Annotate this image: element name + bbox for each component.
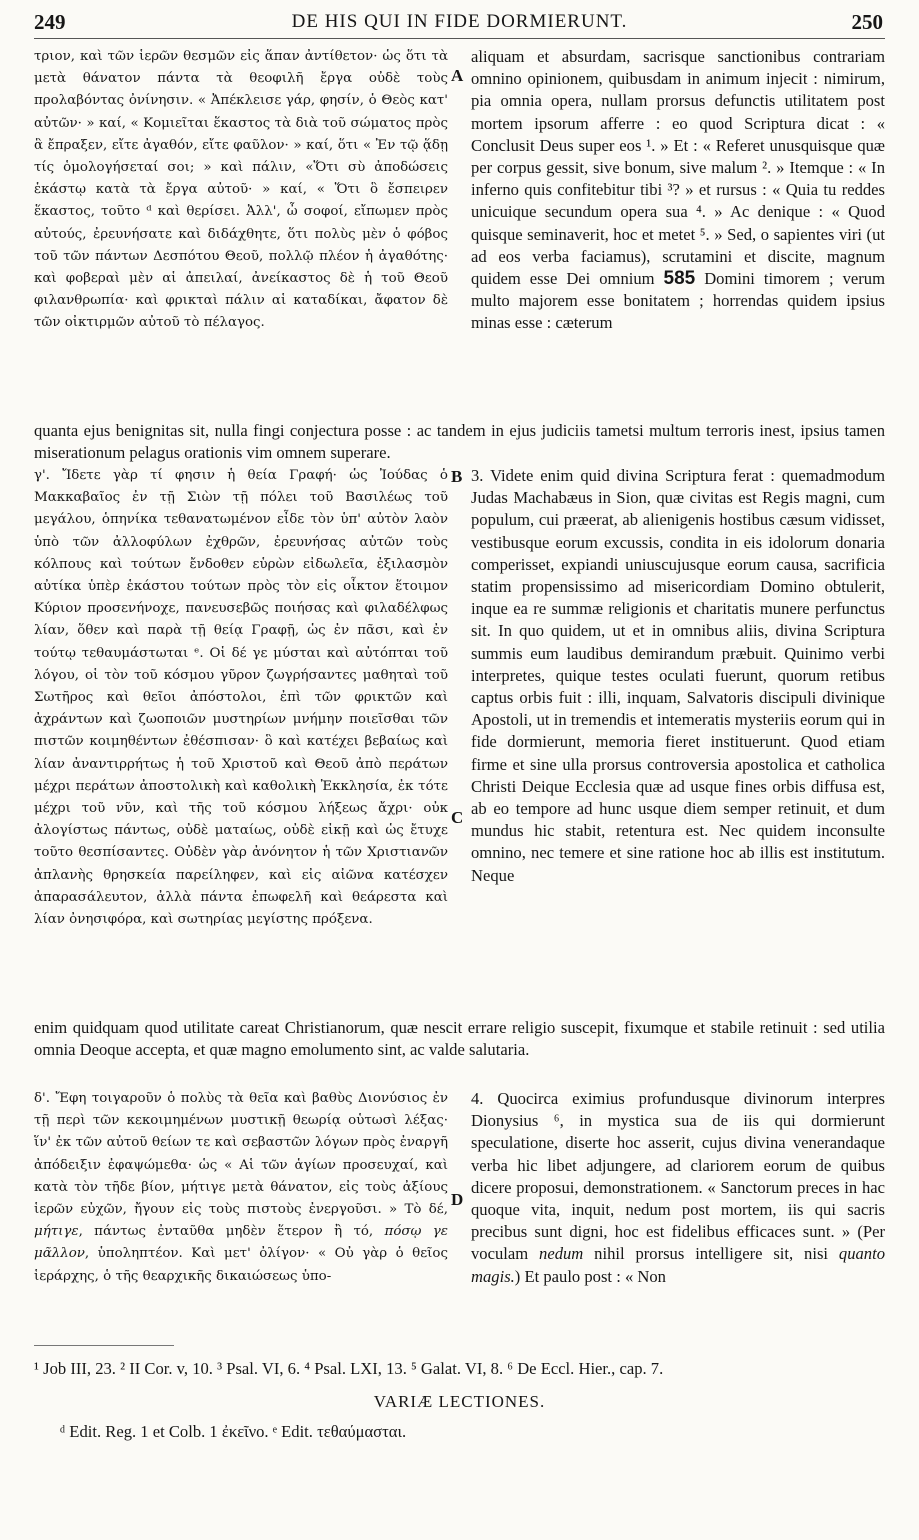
latin-text-3a: 4. Quocirca eximius profundusque divinorum interpres Dionysius ⁶, in mystica sua de iis qui dormierunt speculatione, diserte hoc asserit, cujus divina venerandaque verba hic libet adjungere, ad clariorem eorum de quibus dicere proposui, demonstrationem. « Sanctorum preces in hac quoque vita, inquit, nedum post mortem, iis qui sacris precibus sunt digni, hoc est fidelibus efficaces sunt. » (Per voculam	[471, 1089, 885, 1264]
greek-italic-2: πόσῳ γε μᾶλλον	[34, 1224, 448, 1262]
latin-text-3c: ) Et paulo post : « Non	[514, 1266, 666, 1286]
latin-column-3	[471, 1088, 885, 1332]
latin-column-2: 3. Videte enim quid divina Scriptura ferat : quemadmodum Judas Machabæus in Sion, quæ civitas est Regis magni, cum populum, cui præerat, ab alienigenis hostibus cæsum vidisset, vestibusque eorum excussis, condita in eis idolorum donaria comperisset, expiandi uniuscujusque eorum causa, sacrificia statim propensissimo ad misericordiam Domino obtulerit, inque ea re summæ religionis et charitatis munere perfunctus sit. In quo quidem, ut et in omnibus aliis, divina Scriptura summis eum laudibus demirandum præbuit. Quinimo verbi interpretes, quique testes oculati fuerunt, quorum retibus captus orbis fuit : illi, inquam, Salvatoris discipuli divinique Apostoli, ut in tremendis et intemeratis mysteriis eorum qui in fide dormierunt, memoria fieret instituerunt. Quod etiam firme et sine ulla prorsus controversia apostolica et catholica Christi Deique Ecclesia quæ ad usque fines orbis diffusa est, ab eo tempore ad hunc usque diem semper retinuit, et dum mundus hic stabit, retentura est. Nec quidem inconsulte omnino, nec temere et sine ratione hoc ab illis est institutum. Neque	[471, 466, 885, 885]
full-width-text-1: quanta ejus benignitas sit, nulla fingi conjectura posse : ac tandem in ejus judiciis tametsi multum terroris inest, ipsius tamen miserationum pelagus orationis vim omnem superare.	[34, 421, 885, 463]
footnote-rule	[34, 1345, 174, 1346]
greek-text-3c: , ὑποληπτέον. Καὶ μετ' ὀλίγον· « Οὐ γὰρ ὁ θεῖος ἱεράρχης, ὁ τῆς θεαρχικῆς δικαιώσεως ὑπο-	[34, 1246, 448, 1284]
page-header	[0, 0, 919, 40]
latin-text-1b: Domini timorem ; verum multo majorem esse bonitatem ; horrendas quidem ipsius minas esse : cæterum	[471, 269, 885, 333]
latin-text-1a: aliquam et absurdam, sacrisque sanctionibus contrariam omnino opinionem, quibusdam in animum injecit : nimirum, pia omnia opera, nullam prorsus defunctis utilitatem post mortem ipsorum afferre : eo quod Scriptura dicat : « Conclusit Deus super eos ¹. » Et : « Referet unusquisque quæ per corpus gessit, sive bonum, sive malum ². » Itemque : « In inferno quis confitebitur tibi ³? » et rursus : « Quia tu reddes unicuique secundum opera sua ⁴. » Ac denique : « Quod quisque seminaverit, hoc et metet ⁵. » Sed, o sapientes viri (ut ad eos verba faciamus), scrutamini et discite, magnum quidem esse Dei omnium	[471, 47, 885, 289]
latin-column-1	[471, 46, 885, 442]
header-rule	[34, 38, 885, 39]
greek-column-2: γ'. Ἴδετε γὰρ τί φησιν ἡ θεία Γραφή· ὡς Ἰούδας ὁ Μακκαβαῖος ἐν τῇ Σιὼν τῇ πόλει τοῦ Βασιλέως τοῦ μεγάλου, ὁπηνίκα τεθανατωμένον εἶδε τὸν ὑπ' αὐτὸν λαὸν ὑπὸ τῶν ἀλλοφύλων ἐχθρῶν, ἐρευνήσας αὐτῶν τοὺς κόλπους καὶ τούτων ἔνδοθεν εὑρὼν εἰδωλεῖα, ἐξιλασμὸν αὐτίκα ὑπὲρ ἑκάστου τούτων πρὸς τὸν εἰς οἶκτον ἕτοιμον Κύριον προσενήνοχε, πανευσεβῶς ποιήσας καὶ φιλαδέλφως λίαν, ὅθεν καὶ παρὰ τῇ θείᾳ Γραφῇ, ὡς ἐν πᾶσι, καὶ ἐν τούτῳ τεθαυμάστωται ᵉ. Οἱ δέ γε μύσται καὶ αὐτόπται τοῦ λόγου, οἱ τὸν τοῦ κόσμου γῦρον ζωγρήσαντες μαθηταὶ τοῦ Σωτῆρος καὶ θεῖοι ἀπόστολοι, ἐπὶ τῶν φρικτῶν καὶ ἀχράντων καὶ ζωοποιῶν μυστηρίων μνήμην ποιεῖσθαι τῶν πιστῶν κοιμηθέντων ἐθέσπισαν· ὃ καὶ κατέχει βεβαίως καὶ λίαν ἀναντιρρήτως ἡ τοῦ Χριστοῦ καὶ Θεοῦ ἀπὸ περάτων μέχρι περάτων ἀποστολικὴ καὶ καθολικὴ Ἐκκλησία, ἐκ τότε μέχρι τοῦ νῦν, καὶ τῆς τοῦ κόσμου λήξεως ἄχρι· οὐκ ἀλογίστως πάντως, οὐδὲ ματαίως, οὐδὲ εἰκῇ καὶ ὡς ἔτυχε τοῦτο θεσπίσαντες. Οὐδὲν γὰρ ἀνόνητον ἡ τῶν Χριστιανῶν ἀπλανὴς θρησκεία παρείληφεν, καὶ εἰς αἰῶνα κατέσχεν ἀπαρασάλευτον, ἀλλὰ πάντα ἐπωφελῆ καὶ θεάρεστα καὶ λίαν ὀνησιφόρα, καὶ σωτηρίας μεγίστης πρόξενα.	[34, 468, 448, 928]
margin-marker-c: C	[451, 808, 464, 827]
greek-column-3	[34, 1088, 448, 1332]
greek-text-3a: δ'. Ἔφη τοιγαροῦν ὁ πολὺς τὰ θεῖα καὶ βαθὺς Διονύσιος ἐν τῇ περὶ τῶν κεκοιμημένων μυστικῇ θεωρίᾳ οὑτωσὶ λέξας· ἵν' ἐκ τῶν αὐτοῦ θείων τε καὶ σεβαστῶν λόγων πρὸς ἐναργῆ ἀπόδειξιν ἐφαψώμεθα· ὡς « Αἱ τῶν ἁγίων προσευχαί, καὶ κατὰ τὸν τῆδε βίον, μήτιγε μετὰ θάνατον, εἰς τοὺς ἀξίους ἱερῶν εὐχῶν, ἤγουν εἰς τοὺς πιστοὺς ἐνεργοῦσι. » Τὸ δέ,	[34, 1091, 448, 1218]
variae-lectiones-text: ᵈ Edit. Reg. 1 et Colb. 1 ἐκεῖνο. ᵉ Edit. τεθαύμασται.	[60, 1422, 407, 1441]
margin-marker-a: A	[451, 66, 464, 85]
variae-lectiones-title: VARIÆ LECTIONES.	[373, 1392, 546, 1411]
greek-text-3b: , πάντως ἐνταῦθα μηδὲν ἕτερον ἢ τό,	[78, 1224, 374, 1240]
page-number-left: 249	[34, 10, 66, 34]
latin-text-3b: nihil prorsus intelligere sit, nisi	[583, 1244, 829, 1264]
running-title: DE HIS QUI IN FIDE DORMIERUNT.	[291, 11, 628, 32]
page-number-right: 250	[851, 10, 883, 34]
latin-italic-2: quanto magis.	[471, 1244, 885, 1286]
margin-marker-d: D	[451, 1190, 464, 1209]
greek-column-1: τριον, καὶ τῶν ἱερῶν θεσμῶν εἰς ἅπαν ἀντίθετον· ὡς ὅτι τὰ μετὰ θάνατον πάντα τὰ θεοφιλῆ ἔργα οὐδὲ τοὺς προλαβόντας ὀνίνησιν. « Ἀπέκλεισε γάρ, φησίν, ὁ Θεὸς κατ' αὐτῶν· » καί, « Κομιεῖται ἕκαστος τὰ διὰ τοῦ σώματος πρὸς ἃ ἔπραξεν, εἴτε ἀγαθόν, εἴτε φαῦλον· » καί, ὅτι « Ἐν τῷ ᾅδῃ τίς ὁμολογήσεταί σοι; » καὶ πάλιν, «Ὅτι σὺ ἀποδώσεις ἑκάστῳ κατὰ τὰ ἔργα αὐτοῦ· » καί, « Ὅτι ὃ ἔσπειρεν ἕκαστος, τοῦτο ᵈ καὶ θερίσει. Ἀλλ', ὦ σοφοί, εἴπωμεν πρὸς αὐτούς, ἐρευνήσατε καὶ διδάχθητε, ὅτι πολὺς μὲν ὁ φόβος τοῦ τῶν πάντων Δεσπότου Θεοῦ, πολλῷ πλέον ἡ ἀγαθότης· καὶ φοβεραὶ μὲν αἱ ἀπειλαί, ἀνείκαστος δὲ ἡ τοῦ Θεοῦ φιλανθρωπία· καὶ φρικταὶ πάλιν αἱ καταδίκαι, ἄφατον δὲ τῶν οἰκτιρμῶν αὐτοῦ τὸ πέλαγος.	[34, 49, 448, 331]
latin-italic-1: nedum	[539, 1244, 584, 1264]
full-width-text-2: enim quidquam quod utilitate careat Christianorum, quæ nescit errare religio suscepit, fixumque et stabile retinuit : sed utilia omnia Deoque accepta, et quæ magno emolumento sint, ac valde salutaria.	[34, 1018, 885, 1060]
footnotes: ¹ Job III, 23. ² II Cor. v, 10. ³ Psal. VI, 6. ⁴ Psal. LXI, 13. ⁵ Galat. VI, 8. ⁶ De Eccl. Hier., cap. 7.	[34, 1359, 664, 1378]
column-number: 585	[663, 268, 696, 290]
margin-marker-b: B	[451, 467, 463, 486]
greek-italic-1: μήτιγε	[34, 1224, 79, 1240]
